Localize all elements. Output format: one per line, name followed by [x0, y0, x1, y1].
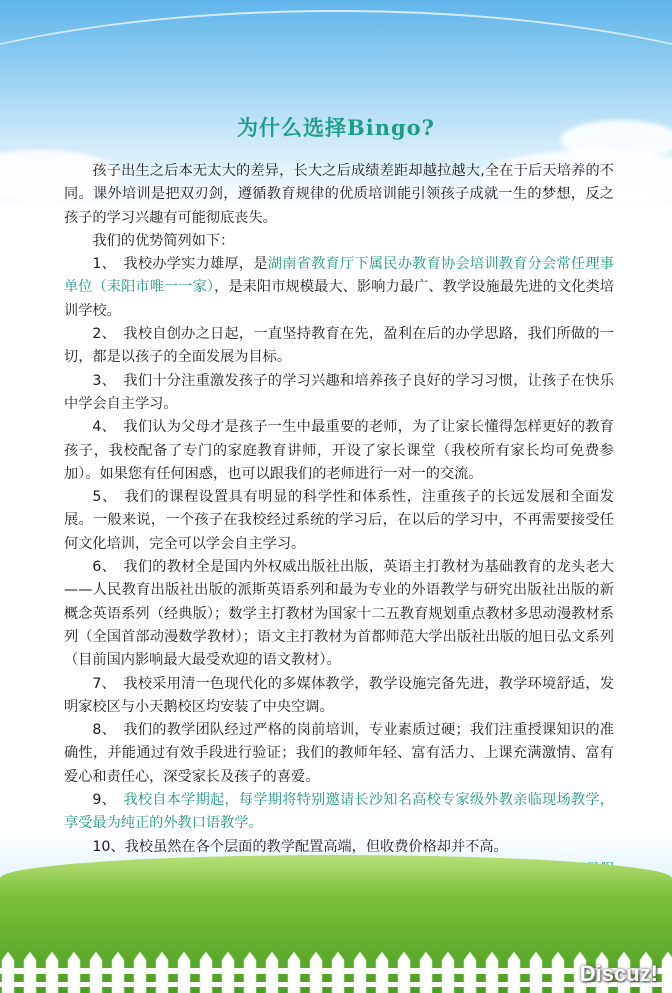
- discuz-watermark: Discuz!: [579, 961, 658, 986]
- page-title: 为什么选择Bingo?: [237, 115, 435, 140]
- advantage-item-7: 7、 我校采用清一色现代化的多媒体教学，教学设施完备先进，教学环境舒适，发明家校区与小天鹅校区均安装了中央空调。: [64, 675, 614, 715]
- item-1-highlight: 湖南省教育厅下属民办教育协会培训教育分会常任理事单位（耒阳市唯一一家）: [64, 256, 614, 296]
- item-9-number: 9、: [92, 792, 124, 809]
- advantage-item-3: 3、 我们十分注重激发孩子的学习兴趣和培养孩子良好的学习习惯，让孩子在快乐中学会自主学习。: [64, 372, 614, 412]
- intro-paragraph: 孩子出生之后本无太大的差异，长大之后成绩差距却越拉越大,全在于后天培养的不同。课外培训是把双刃剑，遵循教育规律的优质培训能引领孩子成就一生的梦想，反之孩子的学习兴趣有可能彻底丧失。: [64, 163, 614, 226]
- item-9-highlight: 我校自本学期起，每学期将特别邀请长沙知名高校专家级外教亲临现场教学，享受最为纯正的外教口语教学。: [64, 792, 614, 832]
- advantage-item-1: [64, 253, 614, 323]
- advantage-item-8: 8、 我们的教学团队经过严格的岗前培训，专业素质过硬；我们注重授课知识的准确性，并能通过有效手段进行验证；我们的教师年轻、富有活力、上课充满激情、富有爱心和责任心，深受家长及孩子的喜爱。: [64, 722, 614, 785]
- advantage-item-2: 2、 我校自创办之日起，一直坚持教育在先，盈利在后的办学思路，我们所做的一切，都是以孩子的全面发展为目标。: [64, 326, 614, 366]
- advantage-item-9: [64, 789, 614, 836]
- advantage-item-6: 6、 我们的教材全是国内外权威出版社出版，英语主打教材为基础教育的龙头老大——人民教育出版社出版的派斯英语系列和最为专业的外语教学与研究出版社出版的新概念英语系列（经典版）；数学主打教材为国家十二五教育规划重点教材多思动漫教材系列（全国首部动漫数学教材）；语文主打教材为首都师范大学出版社出版的旭日弘文系列（目前国内影响最大最受欢迎的语文教材）。: [64, 559, 614, 669]
- advantage-item-10: 10、我校虽然在各个层面的教学配置高端，但收费价格却并不高。: [92, 838, 508, 855]
- item-1-text: 1、 我校办学实力雄厚，是: [92, 256, 268, 273]
- advantages-heading: 我们的优势简列如下：: [92, 232, 235, 249]
- advantage-item-5: 5、 我们的课程设置具有明显的科学性和体系性，注重孩子的长远发展和全面发展。一般来说，一个孩子在我校经过系统的学习后，在以后的学习中，不再需要接受任何文化培训，完全可以学会自主学习。: [64, 489, 614, 552]
- advantage-item-4: 4、 我们认为父母才是孩子一生中最重要的老师，为了让家长懂得怎样更好的教育孩子，我校配备了专门的家庭教育讲师，开设了家长课堂（我校所有家长均可免费参加）。如果您有任何困惑，也可以跟我们的老师进行一对一的交流。: [64, 419, 614, 482]
- article-body: [64, 160, 614, 906]
- picket-fence-decoration: [0, 950, 672, 993]
- item-1-text-end: ，是耒阳市规模最大、影响力最广、教学设施最先进的文化类培训学校。: [64, 279, 614, 319]
